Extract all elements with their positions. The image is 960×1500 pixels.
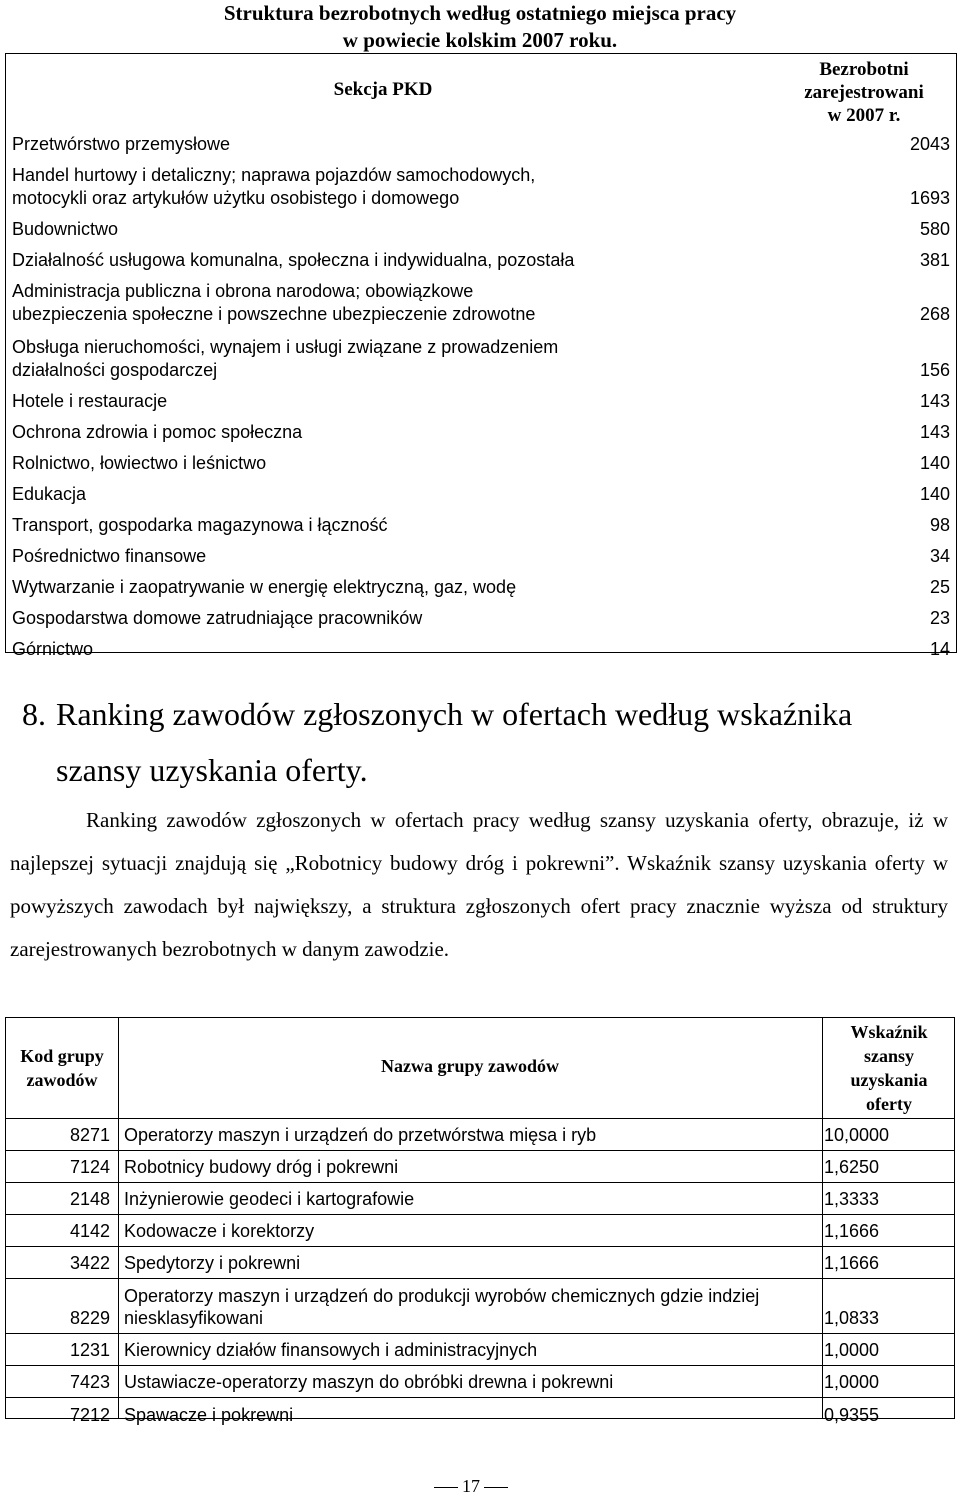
row-label: Gospodarstwa domowe zatrudniające pracowników	[12, 608, 423, 628]
page-number	[430, 1476, 512, 1497]
table-body	[6, 128, 956, 664]
column-header-indicator	[822, 1020, 956, 1116]
row-code: 2148	[69, 1189, 110, 1209]
column-header-section: Sekcja PKD	[333, 79, 433, 100]
row-code: 1231	[69, 1340, 110, 1360]
table-row	[6, 1398, 954, 1430]
row-value: 0,9355	[824, 1405, 880, 1425]
row-label: Wytwarzanie i zaopatrywanie w energię elektryczną, gaz, wodę	[12, 577, 517, 597]
header-line: oferty	[866, 1094, 912, 1114]
row-name: Operatorzy maszyn i urządzeń do przetwórstwa mięsa i ryb	[124, 1125, 597, 1145]
column-header-name: Nazwa grupy zawodów	[381, 1056, 559, 1076]
header-line: Kod grupy	[20, 1046, 104, 1066]
paragraph-text: Ranking zawodów zgłoszonych w ofertach pracy według szansy uzyskania oferty, obrazuje, iż w najlepszej sytuacji znajdują się „Robotnicy budowy dróg i pokrewni”. Wskaźnik szansy uzyskania oferty w powyższych zawodach był największy, a struktura zgłoszonych ofert pracy znacznie wyższa od struktury zarejestrowanych bezrobotnych w danym zawodzie.	[10, 808, 948, 961]
row-label: Górnictwo	[12, 639, 94, 659]
table-row	[6, 478, 956, 509]
header-line: szansy	[863, 1046, 914, 1066]
title-line-2: w powiecie kolskim 2007 roku.	[342, 28, 618, 52]
row-name: Operatorzy maszyn i urządzeń do produkcji wyrobów chemicznych gdzie indziej niesklasyfikowani	[124, 1286, 760, 1328]
row-label: Administracja publiczna i obrona narodowa; obowiązkowe ubezpieczenia społeczne i powszechne ubezpieczenie zdrowotne	[12, 281, 536, 324]
row-value: 1,1666	[824, 1253, 880, 1273]
body-paragraph	[10, 799, 948, 971]
table-row	[6, 1183, 954, 1215]
table-row	[6, 633, 956, 664]
heading-line-1: Ranking zawodów zgłoszonych w ofertach według wskaźnika	[56, 696, 853, 732]
section-heading	[22, 686, 942, 798]
header-line: uzyskania	[850, 1070, 928, 1090]
table-row	[6, 159, 956, 213]
row-name: Inżynierowie geodeci i kartografowie	[124, 1189, 415, 1209]
table-row	[6, 602, 956, 633]
row-code: 8271	[69, 1125, 110, 1145]
row-value: 1,6250	[824, 1157, 880, 1177]
row-label: Przetwórstwo przemysłowe	[12, 134, 231, 154]
dash-left	[434, 1487, 458, 1488]
document-title	[0, 0, 960, 54]
heading-line-2: szansy uzyskania oferty.	[56, 752, 368, 788]
row-code: 7423	[69, 1372, 110, 1392]
table-row	[6, 128, 956, 159]
table-row	[6, 213, 956, 244]
row-value: 1,0000	[824, 1372, 880, 1392]
row-value: 34	[929, 546, 950, 566]
row-name: Kodowacze i korektorzy	[124, 1221, 315, 1241]
column-header-code	[6, 1044, 118, 1092]
table-row	[6, 275, 956, 329]
row-value: 10,0000	[824, 1125, 890, 1145]
row-value: 143	[919, 391, 950, 411]
row-label: Handel hurtowy i detaliczny; naprawa pojazdów samochodowych, motocykli oraz artykułów użytku osobistego i domowego	[12, 165, 536, 208]
row-value: 580	[919, 219, 950, 239]
row-label: Hotele i restauracje	[12, 391, 168, 411]
column-header-registered	[770, 58, 958, 127]
row-code: 7212	[69, 1405, 110, 1425]
row-value: 1,1666	[824, 1221, 880, 1241]
header-line: zarejestrowani	[804, 82, 924, 103]
row-label: Obsługa nieruchomości, wynajem i usługi związane z prowadzeniem działalności gospodarczej	[12, 337, 559, 380]
row-label: Rolnictwo, łowiectwo i leśnictwo	[12, 453, 267, 473]
row-value: 140	[919, 453, 950, 473]
row-value: 1,0833	[824, 1308, 880, 1328]
table-row	[6, 244, 956, 275]
table-row	[6, 1247, 954, 1279]
row-label: Działalność usługowa komunalna, społeczna i indywidualna, pozostała	[12, 250, 575, 270]
row-value: 140	[919, 484, 950, 504]
row-value: 14	[929, 639, 950, 659]
row-value: 1693	[909, 188, 950, 208]
header-line: zawodów	[26, 1070, 98, 1090]
table-row	[6, 447, 956, 478]
row-code: 7124	[69, 1157, 110, 1177]
row-label: Pośrednictwo finansowe	[12, 546, 207, 566]
table-row	[6, 540, 956, 571]
table-row	[6, 385, 956, 416]
header-line: Wskaźnik	[850, 1022, 928, 1042]
row-label: Budownictwo	[12, 219, 119, 239]
header-line: Bezrobotni	[819, 59, 909, 80]
table-row	[6, 329, 956, 385]
row-name: Spawacze i pokrewni	[124, 1405, 294, 1425]
table-row	[6, 1334, 954, 1366]
table-header	[6, 54, 956, 127]
row-value: 98	[929, 515, 950, 535]
row-value: 143	[919, 422, 950, 442]
row-code: 8229	[69, 1308, 110, 1328]
unemployment-by-section-table	[5, 53, 957, 659]
title-line-1: Struktura bezrobotnych według ostatniego miejsca pracy	[223, 1, 737, 25]
row-value: 1,0000	[824, 1340, 880, 1360]
row-value: 2043	[909, 134, 950, 154]
table-row	[6, 1151, 954, 1183]
table-header	[6, 1018, 954, 1119]
row-label: Edukacja	[12, 484, 87, 504]
row-name: Robotnicy budowy dróg i pokrewni	[124, 1157, 399, 1177]
job-offer-ranking-table	[5, 1017, 955, 1425]
row-label: Ochrona zdrowia i pomoc społeczna	[12, 422, 303, 442]
row-value: 1,3333	[824, 1189, 880, 1209]
row-label: Transport, gospodarka magazynowa i łączność	[12, 515, 388, 535]
section-number: 8.	[22, 696, 46, 732]
row-value: 268	[919, 304, 950, 324]
table-row	[6, 509, 956, 540]
row-value: 25	[929, 577, 950, 597]
row-code: 3422	[69, 1253, 110, 1273]
row-value: 381	[919, 250, 950, 270]
dash-right	[484, 1487, 508, 1488]
table-row	[6, 1366, 954, 1398]
table-row	[6, 1279, 954, 1334]
row-value: 23	[929, 608, 950, 628]
table-row	[6, 571, 956, 602]
table-row	[6, 416, 956, 447]
row-name: Kierownicy działów finansowych i administracyjnych	[124, 1340, 538, 1360]
page-number-value: 17	[462, 1476, 480, 1496]
row-name: Ustawiacze-operatorzy maszyn do obróbki drewna i pokrewni	[124, 1372, 614, 1392]
header-line: w 2007 r.	[827, 105, 901, 126]
row-value: 156	[919, 360, 950, 380]
row-code: 4142	[69, 1221, 110, 1241]
table-row	[6, 1119, 954, 1151]
table-body	[6, 1119, 954, 1430]
table-row	[6, 1215, 954, 1247]
row-name: Spedytorzy i pokrewni	[124, 1253, 301, 1273]
